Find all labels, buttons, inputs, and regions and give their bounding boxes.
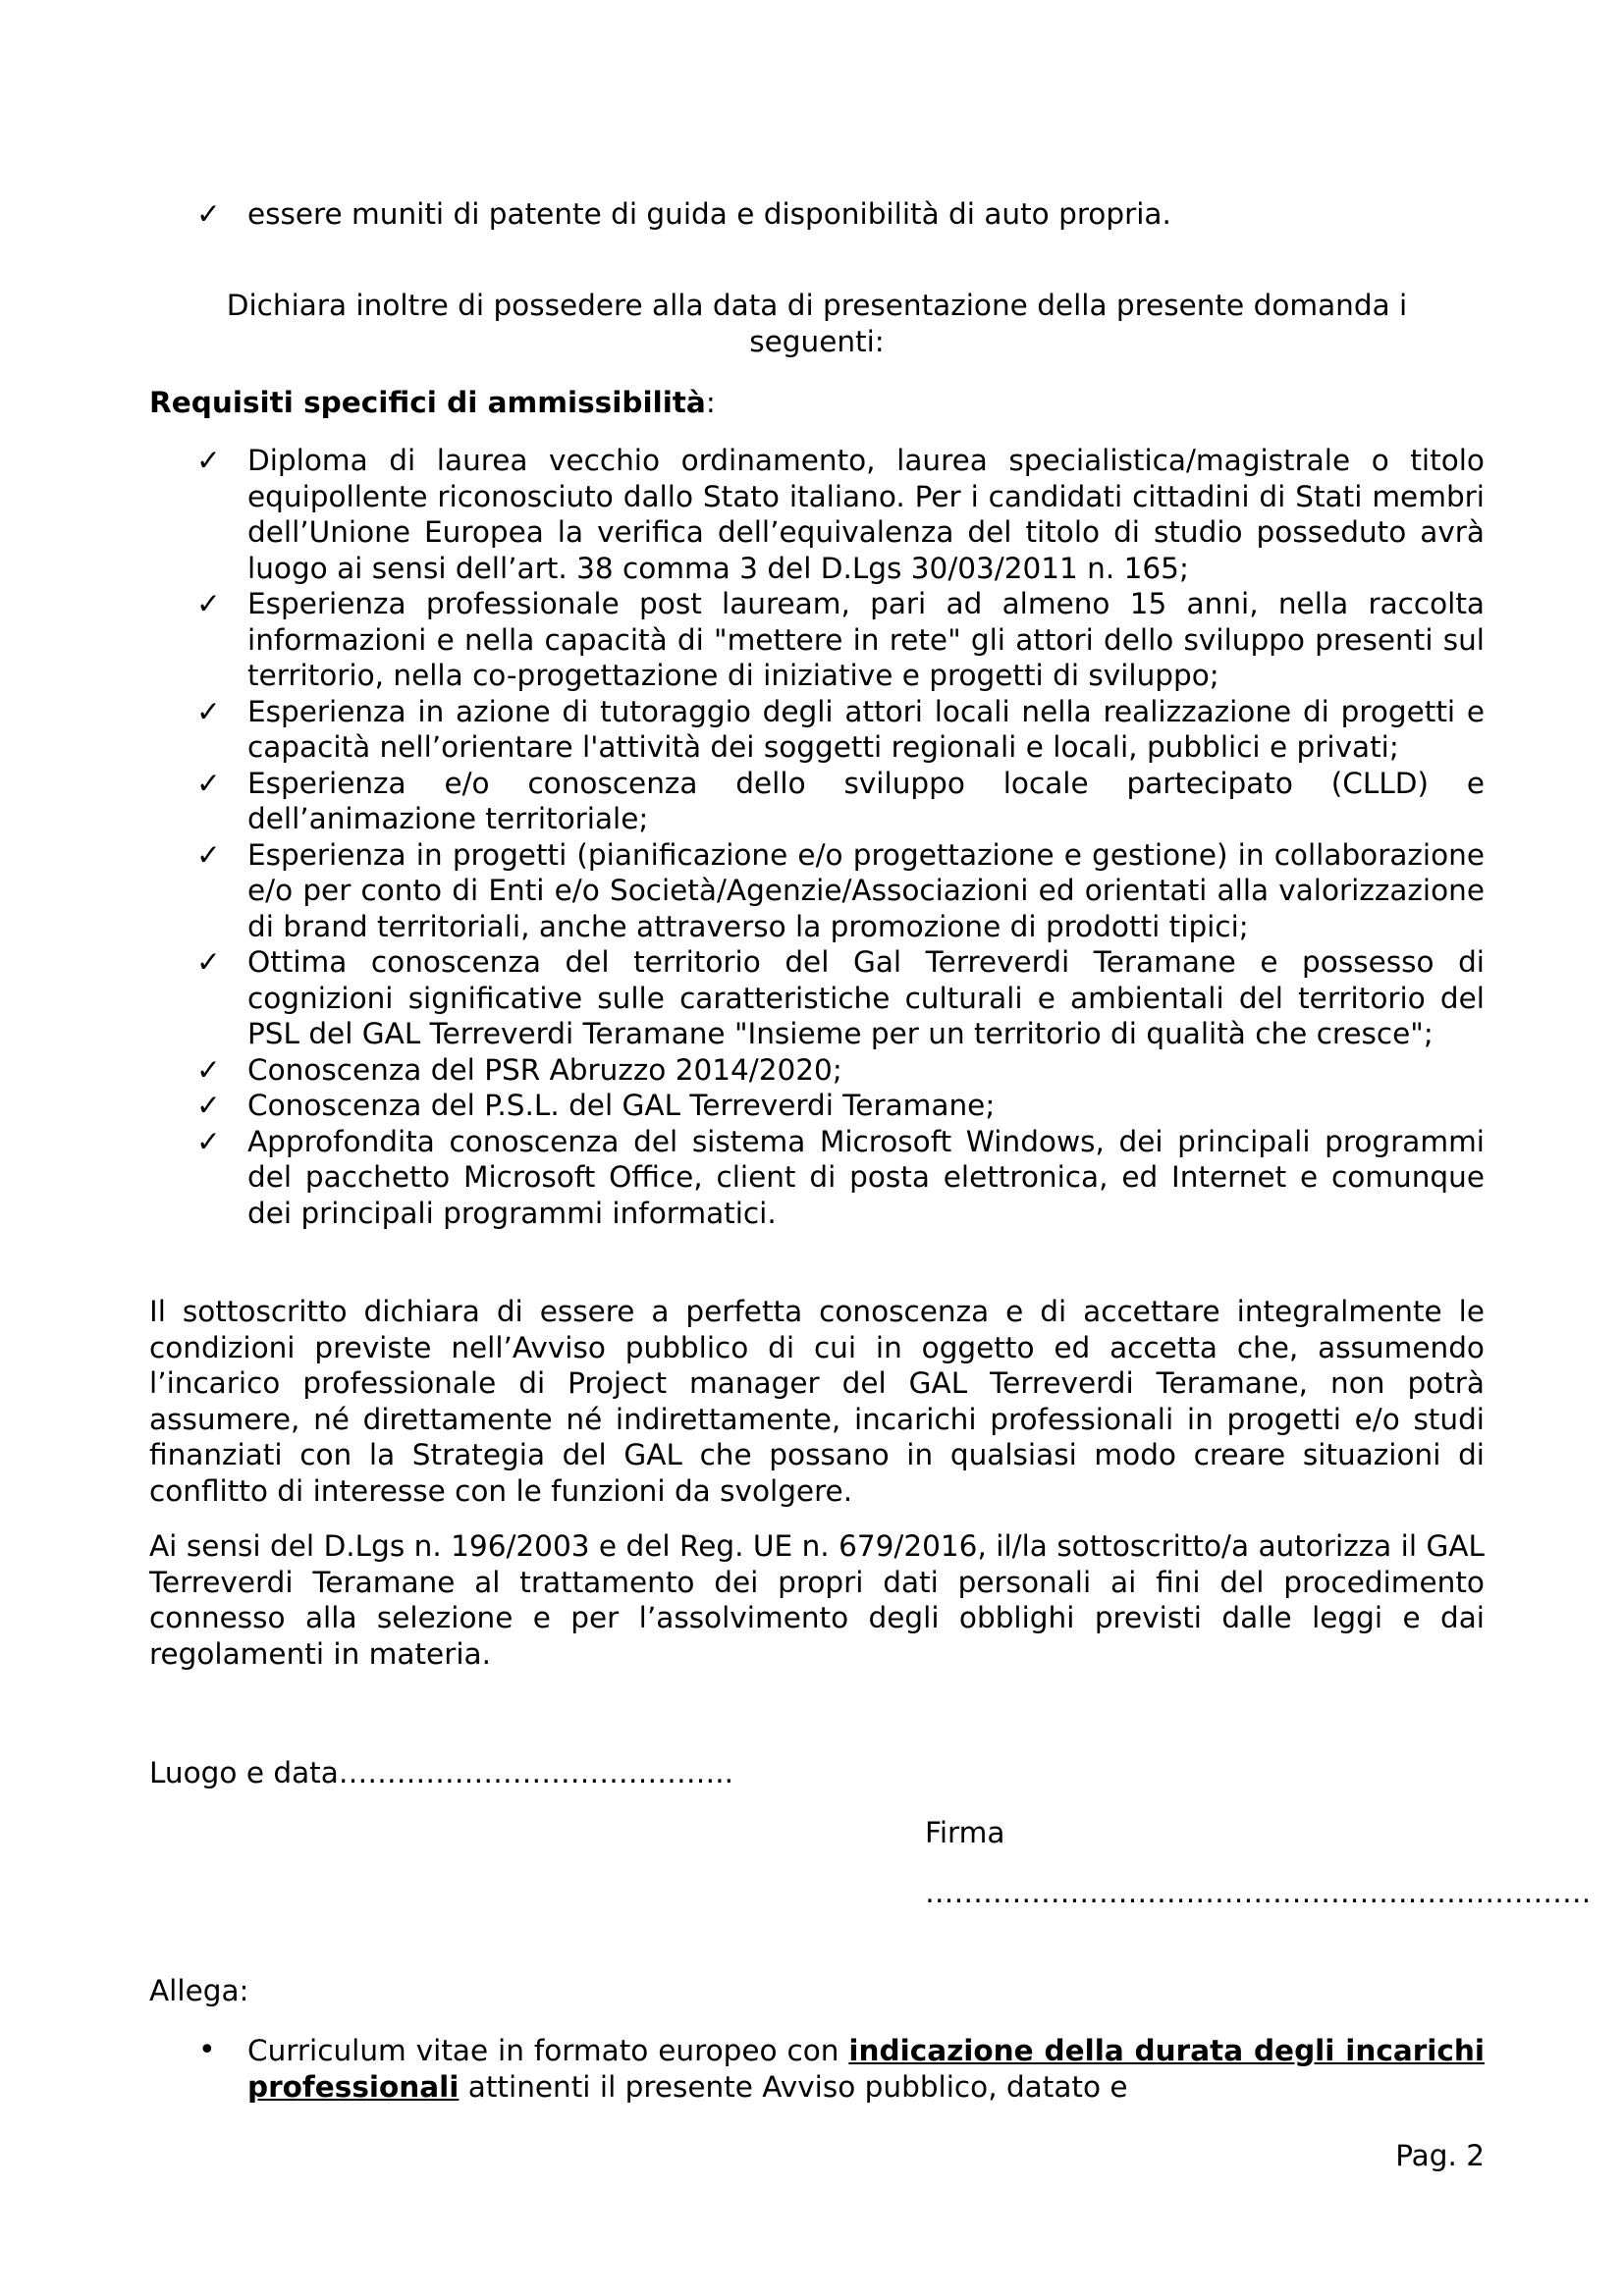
list-item-text: Esperienza professionale post lauream, pari ad almeno 15 anni, nella raccolta informazioni e nella capacità di "mettere in rete" gli attori dello sviluppo presenti sul territorio, nella co-progettazione di iniziative e progetti di sviluppo; [247,587,1485,692]
privacy-paragraph: Ai sensi del D.Lgs n. 196/2003 e del Reg. UE n. 679/2016, il/la sottoscritto/a autorizza il GAL Terreverdi Teramane al trattamento dei propri dati personali ai fini del procedimento connesso alla selezione e per l’assolvimento degli obblighi previsti dalle leggi e dai regolamenti in materia. [149,1529,1485,1671]
attachment-emphasis: indicazione della durata degli incarichi professionali [247,2034,1485,2104]
list-item [149,2033,1485,2105]
list-item-text: Diploma di laurea vecchio ordinamento, laurea specialistica/magistrale o titolo equipollente riconosciuto dallo Stato italiano. Per i candidati cittadini di Stati membri dell’Unione Europea la verifica dell’equivalenza del titolo di studio posseduto avrà luogo ai sensi dell’art. 38 comma 3 del D.Lgs 30/03/2011 n. 165; [247,444,1485,585]
list-item [149,586,1485,694]
declaration-intro: Dichiara inoltre di possedere alla data di presentazione della presente domanda i seguenti: [226,289,1408,358]
checkmark-icon: ✓ [196,197,221,231]
checkmark-icon: ✓ [196,1052,221,1087]
list-item-text: Esperienza in progetti (pianificazione e/o progettazione e gestione) in collaborazione e/o per conto di Enti e/o Società/Agenzie/Associazioni ed orientati alla valorizzazione di brand territoriali, anche attraverso la promozione di prodotti tipici; [247,837,1485,943]
list-item [149,766,1485,837]
document-page [149,0,1592,2296]
list-item-text: Approfondita conoscenza del sistema Microsoft Windows, dei principali programmi del pacchetto Microsoft Office, client di posta elettronica, ed Internet e comunque dei principali programmi informatici. [247,1124,1485,1230]
checkmark-icon: ✓ [196,945,221,979]
attachments-list [149,2033,1485,2105]
section-heading-colon: : [705,386,716,419]
checkmark-icon: ✓ [196,837,221,872]
list-item-text: Ottima conoscenza del territorio del Gal Terreverdi Teramane e possesso di cognizioni significative sulle caratteristiche culturali e ambientali del territorio del PSL del GAL Terreverdi Teramane "Insieme per un territorio di qualità che cresce"; [247,945,1485,1050]
checkmark-icon: ✓ [196,444,221,477]
list-item [149,1124,1485,1232]
signature-line: …………………………………………………………… [925,1875,1592,1909]
list-item [149,837,1485,945]
list-item-text: essere muniti di patente di guida e disponibilità di auto propria. [247,197,1171,231]
list-item-text: Esperienza e/o conoscenza dello sviluppo locale partecipato (CLLD) e dell’animazione territoriale; [247,766,1485,835]
checkmark-icon: ✓ [196,587,221,620]
attachment-text-before: Curriculum vitae in formato europeo con [247,2034,849,2067]
list-item [149,443,1485,586]
signature-block [925,1815,1592,1910]
section-heading [149,385,716,421]
bullet-icon: • [198,2033,216,2067]
attachments-label: Allega: [149,1974,249,2007]
checkmark-icon: ✓ [196,766,221,800]
section-heading-text: Requisiti specifici di ammissibilità [149,386,706,419]
checkmark-icon: ✓ [196,1124,221,1158]
page-number: Pag. 2 [1395,2139,1485,2172]
list-item [149,944,1485,1052]
checkmark-icon: ✓ [196,1089,221,1122]
requirements-list [149,443,1485,1231]
list-item [149,1052,1485,1089]
list-item [149,694,1485,766]
conditions-paragraph: Il sottoscritto dichiara di essere a perfetta conoscenza e di accettare integralmente le condizioni previste nell’Avviso pubblico di cui in oggetto ed accetta che, assumendo l’incarico professionale di Project manager del GAL Terreverdi Teramane, non potrà assumere, né direttamente né indirettamente, incarichi professionali in progetti e/o studi finanziati con la Strategia del GAL che possano in qualsiasi modo creare situazioni di conflitto di interesse con le funzioni da svolgere. [149,1295,1485,1508]
list-item-text: Esperienza in azione di tutoraggio degli attori locali nella realizzazione di progetti e capacità nell’orientare l'attività dei soggetti regionali e locali, pubblici e privati; [247,694,1485,764]
list-item-text: Conoscenza del PSR Abruzzo 2014/2020; [247,1052,842,1087]
list-item-text: Conoscenza del P.S.L. del GAL Terreverdi Teramane; [247,1089,996,1122]
attachment-text-after: attinenti il presente Avviso pubblico, datato e [459,2069,1128,2104]
list-item [149,1088,1485,1124]
signature-label: Firma [925,1816,1005,1849]
place-date-field: Luogo e data………………………………….. [149,1756,734,1789]
list-item [149,196,1485,233]
checkmark-icon: ✓ [196,694,221,728]
